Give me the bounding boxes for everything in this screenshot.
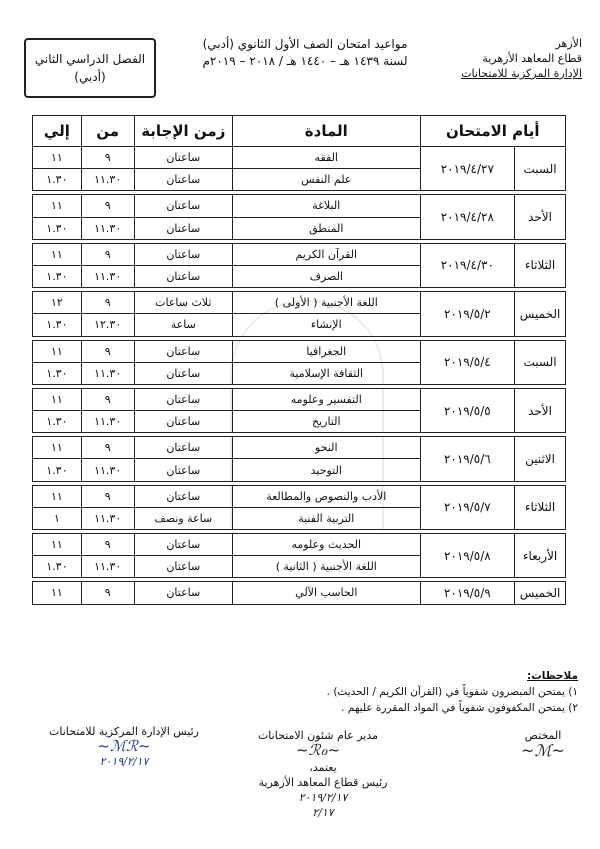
exam-date-cell: ٢٠١٩/٥/٥ [420,388,515,432]
end-time-cell: ١١ [33,485,82,507]
exam-date-cell: ٢٠١٩/٤/٢٨ [420,195,515,239]
subject-cell: الفقه [233,147,421,169]
start-time-cell: ٩ [81,195,134,217]
duration-cell: ساعة [134,314,232,336]
duration-cell: ساعة ونصف [134,507,232,529]
exam-day-cell: الأحد [515,195,566,239]
specialist-label: المختص [524,729,562,742]
end-time-cell: ١.٣٠ [33,411,82,433]
end-time-cell: ١.٣٠ [33,169,82,191]
exam-schedule-table [32,115,566,605]
exam-day-cell: الثلاثاء [515,243,566,287]
duration-cell: ساعتان [134,147,232,169]
start-time-cell: ١١.٣٠ [81,265,134,287]
subject-cell: التاريخ [233,411,421,433]
exam-day-cell: الأربعاء [515,534,566,578]
start-time-cell: ٩ [81,582,134,604]
org-line-3: الإدارة المركزية للامتحانات [461,67,582,80]
header-duration: زمن الإجابة [134,116,232,147]
table-header-row [33,116,566,147]
end-time-cell: ١.٣٠ [33,362,82,384]
subject-cell: الحديث وعلومه [233,534,421,556]
subject-cell: التفسير وعلومه [233,388,421,410]
handwritten-signature: ~ℛℴ~ [295,741,341,759]
start-time-cell: ١١.٣٠ [81,411,134,433]
start-time-cell: ١١.٣٠ [81,556,134,578]
header-to: إلي [33,116,82,147]
duration-cell: ساعتان [134,195,232,217]
end-time-cell: ١١ [33,388,82,410]
subject-cell: النحو [233,437,421,459]
semester-box [24,38,156,98]
table-row [33,340,566,362]
exam-date-cell: ٢٠١٩/٥/٧ [420,485,515,529]
subject-cell: القرآن الكريم [233,243,421,265]
end-time-cell: ١٢ [33,292,82,314]
table-row [33,292,566,314]
duration-cell: ساعتان [134,485,232,507]
table-row [33,485,566,507]
start-time-cell: ١١.٣٠ [81,217,134,239]
start-time-cell: ١١.٣٠ [81,507,134,529]
central-admin-block [24,724,224,769]
end-time-cell: ١١ [33,437,82,459]
exam-day-cell: الخميس [515,582,566,604]
end-time-cell: ١.٣٠ [33,556,82,578]
exam-day-cell: الخميس [515,292,566,336]
end-time-cell: ١.٣٠ [33,459,82,481]
table-row [33,534,566,556]
note-item-1: ١) يمتحن المبصرون شفوياً في (القرآن الكريم / الحديث) . [326,686,578,698]
subject-cell: اللغة الأجنبية ( الثانية ) [233,556,421,578]
start-time-cell: ٩ [81,485,134,507]
start-time-cell: ٩ [81,437,134,459]
start-time-cell: ٩ [81,388,134,410]
duration-cell: ساعتان [134,340,232,362]
subject-cell: التربية الفنية [233,507,421,529]
exam-day-cell: الثلاثاء [515,485,566,529]
handwritten-date: ٢٠١٩/٢/١٧ [99,755,149,768]
start-time-cell: ٩ [81,147,134,169]
duration-cell: ساعتان [134,582,232,604]
duration-cell: ساعتان [134,534,232,556]
subject-cell: علم النفس [233,169,421,191]
schedule-body [33,147,566,605]
start-time-cell: ٩ [81,340,134,362]
header-subject: المادة [233,116,421,147]
start-time-cell: ١١.٣٠ [81,362,134,384]
end-time-cell: ١١ [33,534,82,556]
duration-cell: ساعتان [134,459,232,481]
end-time-cell: ١١ [33,195,82,217]
subject-cell: الإنشاء [233,314,421,336]
end-time-cell: ١١ [33,340,82,362]
handwritten-date-short: ٢/١٧ [312,806,334,819]
subject-cell: التوحيد [233,459,421,481]
exam-day-cell: السبت [515,340,566,384]
table-row [33,582,566,604]
table-row [33,388,566,410]
table-row [33,243,566,265]
exam-day-cell: الاثنين [515,437,566,481]
exam-date-cell: ٢٠١٩/٤/٣٠ [420,243,515,287]
exam-date-cell: ٢٠١٩/٥/٦ [420,437,515,481]
duration-cell: ساعتان [134,388,232,410]
specialist-signature-block [508,728,578,758]
semester-track: (أدبي) [74,70,106,84]
subject-cell: الأدب والنصوص والمطالعة [233,485,421,507]
subject-cell: الحاسب الآلي [233,582,421,604]
start-time-cell: ٩ [81,534,134,556]
document-title-block [170,36,440,70]
table-row [33,437,566,459]
notes-title: ملاحظات: [527,670,578,682]
end-time-cell: ١ [33,507,82,529]
handwritten-date-approval: ٢٠١٩/٢/١٧ [298,791,348,804]
duration-cell: ساعتان [134,437,232,459]
duration-cell: ساعتان [134,243,232,265]
exam-date-cell: ٢٠١٩/٥/٢ [420,292,515,336]
end-time-cell: ١١ [33,582,82,604]
handwritten-signature: ~ℳ~ [521,741,565,760]
exam-date-cell: ٢٠١٩/٥/٤ [420,340,515,384]
start-time-cell: ١١.٣٠ [81,169,134,191]
subject-cell: اللغة الأجنبية ( الأولى ) [233,292,421,314]
central-admin-label: رئيس الإدارة المركزية للامتحانات [48,725,199,738]
end-time-cell: ١١ [33,243,82,265]
start-time-cell: ١١.٣٠ [81,459,134,481]
end-time-cell: ١.٣٠ [33,314,82,336]
notes-section [18,668,578,716]
exam-day-cell: الأحد [515,388,566,432]
sector-head-block [238,760,408,820]
subject-cell: المنطق [233,217,421,239]
end-time-cell: ١.٣٠ [33,265,82,287]
document-title: مواعيد امتحان الصف الأول الثانوي (أدبي) [202,37,408,51]
start-time-cell: ٩ [81,292,134,314]
header-from: من [81,116,134,147]
subject-cell: الصرف [233,265,421,287]
exam-date-cell: ٢٠١٩/٥/٨ [420,534,515,578]
exam-day-cell: السبت [515,147,566,191]
duration-cell: ساعتان [134,362,232,384]
general-manager-label: مدير عام شئون الامتحانات [257,729,379,742]
table-row [33,147,566,169]
table-row [33,195,566,217]
header-exam-days: أيام الامتحان [420,116,565,147]
exam-date-cell: ٢٠١٩/٥/٩ [420,582,515,604]
subject-cell: الثقافة الإسلامية [233,362,421,384]
duration-cell: ساعتان [134,217,232,239]
academic-year: لسنة ١٤٣٩ هـ – ١٤٤٠ هـ / ٢٠١٨ – ٢٠١٩م [202,54,408,68]
start-time-cell: ١٢.٣٠ [81,314,134,336]
start-time-cell: ٩ [81,243,134,265]
approved-label: يعتمد، [309,761,337,774]
semester-label: الفصل الدراسي الثاني [34,52,146,66]
handwritten-signature: ~ℳℛ~ [97,737,151,755]
general-manager-block [248,728,388,758]
duration-cell: ساعتان [134,265,232,287]
end-time-cell: ١.٣٠ [33,217,82,239]
exam-date-cell: ٢٠١٩/٤/٢٧ [420,147,515,191]
org-line-1: الأزهر [555,37,582,50]
duration-cell: ساعتان [134,411,232,433]
duration-cell: ثلاث ساعات [134,292,232,314]
org-line-2: قطاع المعاهد الأزهرية [482,52,582,65]
duration-cell: ساعتان [134,169,232,191]
duration-cell: ساعتان [134,556,232,578]
subject-cell: البلاغة [233,195,421,217]
end-time-cell: ١١ [33,147,82,169]
sector-head-label: رئيس قطاع المعاهد الأزهرية [258,776,388,789]
note-item-2: ٢) يمتحن المكفوفون شفوياً في المواد المقررة عليهم . [341,702,578,714]
subject-cell: الجغرافيا [233,340,421,362]
